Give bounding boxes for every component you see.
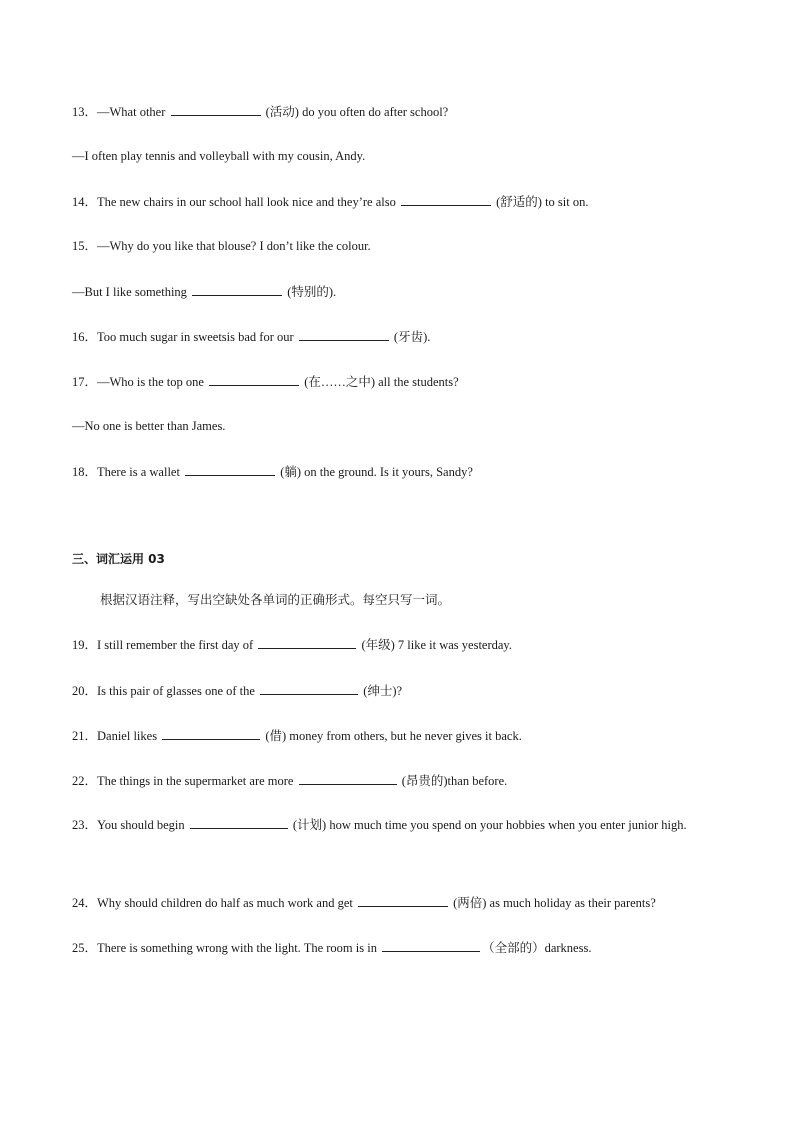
answer-blank[interactable]	[299, 772, 397, 785]
answer-blank[interactable]	[299, 328, 389, 341]
answer-blank[interactable]	[192, 283, 282, 296]
section-heading	[72, 551, 734, 567]
question-text: 17．—Who is the top one	[72, 375, 208, 389]
question-text: 23．You should begin	[72, 818, 188, 832]
question-hint: (躺) on the ground. Is it yours, Sandy?	[277, 465, 473, 479]
question-22	[72, 772, 734, 789]
answer-blank[interactable]	[358, 894, 448, 907]
question-23	[72, 809, 734, 841]
answer-blank[interactable]	[185, 463, 275, 476]
question-13	[72, 103, 734, 120]
question-17	[72, 373, 734, 390]
question-text: 14．The new chairs in our school hall look nice and they’re also	[72, 195, 399, 209]
question-text: 16．Too much sugar in sweetsis bad for our	[72, 330, 297, 344]
question-hint: (在……之中) all the students?	[301, 375, 459, 389]
question-14	[72, 193, 734, 210]
question-hint: (活动) do you often do after school?	[262, 105, 449, 119]
answer-blank[interactable]	[260, 682, 358, 695]
question-hint: （全部的）darkness.	[482, 941, 592, 955]
question-text: —But I like something	[72, 285, 191, 299]
answer-blank[interactable]	[162, 727, 260, 740]
dialogue-response: —I often play tennis and volleyball with my cousin, Andy.	[72, 149, 366, 163]
question-18	[72, 463, 734, 480]
answer-line-15	[72, 283, 734, 300]
question-hint: (计划) how much time you spend on your hobbies when you enter junior high.	[289, 818, 687, 832]
question-text: 19．I still remember the first day of	[72, 638, 257, 652]
question-text: 13．—What other	[72, 105, 169, 119]
dialogue-response: —No one is better than James.	[72, 419, 226, 433]
answer-blank[interactable]	[171, 103, 261, 116]
question-hint: (两倍) as much holiday as their parents?	[449, 896, 656, 910]
question-text: 22．The things in the supermarket are more	[72, 774, 297, 788]
answer-blank[interactable]	[401, 193, 491, 206]
question-hint: (绅士)?	[360, 684, 403, 698]
question-hint: (特别的).	[284, 285, 337, 299]
section-heading-text: 三、词汇运用 03	[72, 552, 165, 566]
section-instruction	[100, 592, 734, 608]
question-hint: (舒适的) to sit on.	[493, 195, 589, 209]
question-text: 20．Is this pair of glasses one of the	[72, 684, 259, 698]
question-hint: (年级) 7 like it was yesterday.	[358, 638, 512, 652]
question-16	[72, 328, 734, 345]
answer-blank[interactable]	[190, 816, 288, 829]
question-text: 15．—Why do you like that blouse? I don’t like the colour.	[72, 239, 371, 253]
question-25	[72, 939, 734, 956]
instruction-text: 根据汉语注释，写出空缺处各单词的正确形式。每空只写一词。	[100, 592, 451, 607]
question-hint: (借) money from others, but he never gives it back.	[262, 729, 522, 743]
question-21	[72, 727, 734, 744]
question-19	[72, 636, 734, 653]
question-15	[72, 238, 734, 254]
question-hint: (牙齿).	[390, 330, 431, 344]
answer-blank[interactable]	[382, 939, 480, 952]
question-text: 24．Why should children do half as much work and get	[72, 896, 356, 910]
question-24	[72, 894, 734, 911]
answer-line-13	[72, 148, 734, 164]
answer-blank[interactable]	[209, 373, 299, 386]
question-hint: (昂贵的)than before.	[398, 774, 508, 788]
answer-blank[interactable]	[258, 636, 356, 649]
question-text: 18．There is a wallet	[72, 465, 184, 479]
question-text: 21．Daniel likes	[72, 729, 161, 743]
question-text: 25．There is something wrong with the light. The room is in	[72, 941, 381, 955]
question-20	[72, 682, 734, 699]
answer-line-17	[72, 418, 734, 434]
